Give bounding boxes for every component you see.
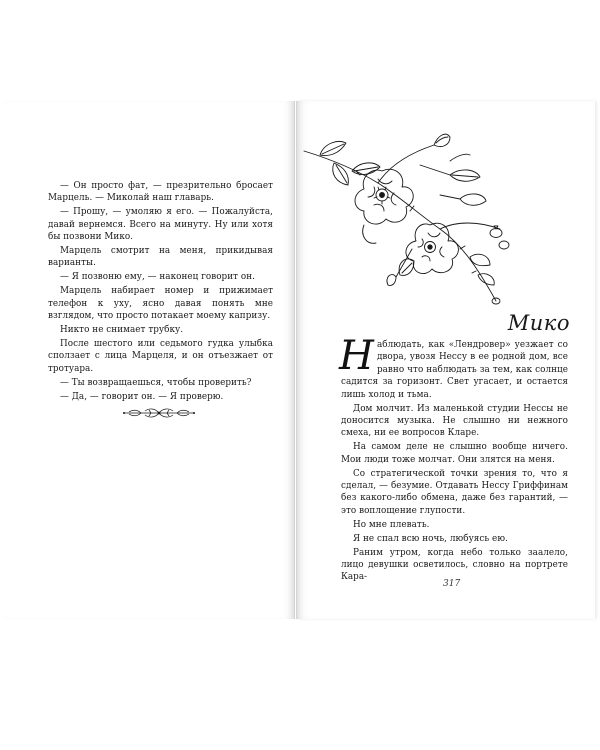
chapter-title: Мико [507,311,570,335]
flourish-ornament-icon [121,406,197,420]
right-page [296,101,595,619]
drop-cap: Н [339,333,374,379]
paragraph: Раним утром, когда небо только заалело, лицо девушки осветилось, словно на портрете Кара- [341,547,568,583]
wild-rose-illustration-icon [300,125,522,305]
paragraph: — Ты возвращаешься, чтобы проверить? [60,377,252,388]
paragraph: — Я позвоню ему, — наконец говорит он. [60,272,256,283]
paragraph: Марцель смотрит на меня, прикидывая варианты. [48,246,273,269]
paragraph: Я не спал всю ночь, любуясь ею. [353,533,508,544]
paragraph: После шестого или седьмого гудка улыбка сползает с лица Марцеля, и он отъезжает от тротуара. [48,338,273,374]
paragraph: Дом молчит. Из маленькой студии Нессы не доносится музыка. Не слышно ни нежного смеха, ни ее вопросов Кларе. [341,403,568,439]
paragraph: — Прошу, — умоляю я его. — Пожалуйста, давай вернемся. Всего на минуту. Ну или хотя бы позвони Мико. [48,207,273,243]
paragraph: — Он просто фат, — презрительно бросает Марцель. — Миколай наш главарь. [48,181,273,204]
left-page-text [48,180,273,404]
first-paragraph [339,333,568,401]
paragraph: Но мне плевать. [353,519,430,530]
paragraph: На самом деле не слышно вообще ничего. Мои люди тоже молчат. Они злятся на меня. [341,442,568,465]
page-number: 317 [443,579,461,589]
paragraph: Со стратегической точки зрения то, что я сделал, — безумие. Отдавать Нессу Гриффинам без какого-либо обмена, даже без гарантий, — это воплощение глупости. [341,468,568,516]
left-page [3,101,295,619]
first-paragraph-text: аблюдать, как «Лендровер» уезжает со двора, увозя Нессу в ее родной дом, все равно что наблюдать за тем, как солнце садится за горизонт. Свет угасает, и остается лишь холод и тьма. [341,340,568,400]
paragraph: — Да, — говорит он. — Я проверю. [60,391,224,402]
right-page-text [339,333,568,585]
paragraph: Марцель набирает номер и прижимает телефон к уху, ясно давая понять мне взглядом, что просто потакает моему капризу. [48,286,273,322]
paragraph: Никто не снимает трубку. [60,324,184,335]
